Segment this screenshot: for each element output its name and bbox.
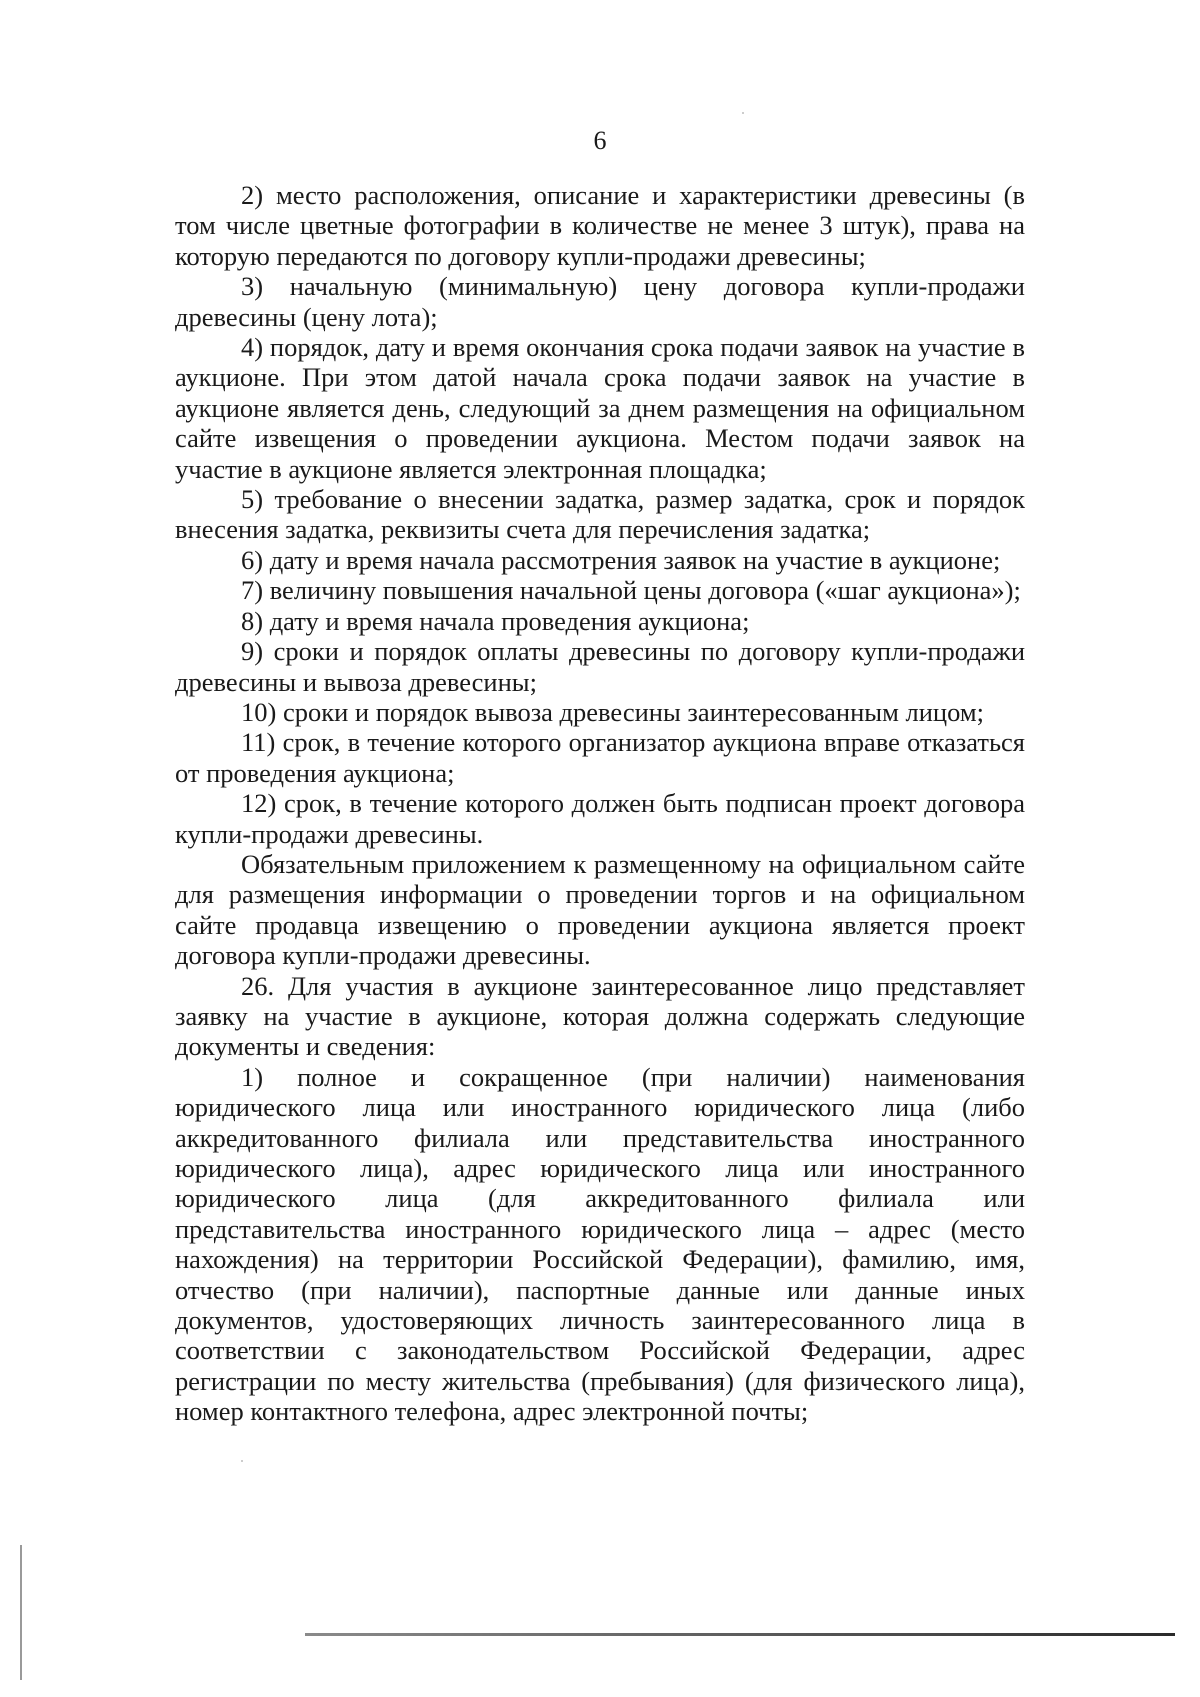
paragraph-mandatory-attachment: Обязательным приложением к размещенному на официальном сайте для размещения информации о проведении торгов и на официальном сайте продавца извещению о проведении аукциона является проект договора купли-продажи древесины.	[175, 848, 1025, 971]
document-body	[175, 180, 1025, 1427]
scan-edge-mark-bottom	[305, 1633, 1175, 1636]
scan-speck	[742, 112, 744, 114]
scan-speck	[241, 1460, 243, 1462]
page-number: 6	[593, 126, 607, 155]
paragraph-item-5-deposit: 5) требование о внесении задатка, размер задатка, срок и порядок внесения задатка, реквизиты счета для перечисления задатка;	[175, 484, 1025, 545]
paragraph-item-3-initial-price: 3) начальную (минимальную) цену договора купли-продажи древесины (цену лота);	[175, 271, 1025, 332]
paragraph-item-9-payment-terms: 9) сроки и порядок оплаты древесины по договору купли-продажи древесины и вывоза древесины;	[175, 636, 1025, 697]
paragraph-item-6-review-start: 6) дату и время начала рассмотрения заявок на участие в аукционе;	[241, 544, 1001, 575]
paragraph-item-4-application-deadline: 4) порядок, дату и время окончания срока подачи заявок на участие в аукционе. При этом датой начала срока подачи заявок на участие в аукционе является день, следующий за днем размещения на официальном сайте извещения о проведении аукциона. Местом подачи заявок на участие в аукционе является электронная площадка;	[175, 332, 1025, 484]
paragraph-item-8-auction-start: 8) дату и время начала проведения аукциона;	[241, 605, 750, 636]
paragraph-clause-26-item-1: 1) полное и сокращенное (при наличии) наименования юридического лица или иностранного юридического лица (либо аккредитованного филиала или представительства иностранного юридического лица), адрес юридического лица или иностранного юридического лица (для аккредитованного филиала или представительства иностранного юридического лица – адрес (место нахождения) на территории Российской Федерации), фамилию, имя, отчество (при наличии), паспортные данные или данные иных документов, удостоверяющих личность заинтересованного лица в соответствии с законодательством Российской Федерации, адрес регистрации по месту жительства (пребывания) (для физического лица), номер контактного телефона, адрес электронной почты;	[175, 1061, 1025, 1427]
paragraph-clause-26: 26. Для участия в аукционе заинтересованное лицо представляет заявку на участие в аукционе, которая должна содержать следующие документы и сведения:	[175, 970, 1025, 1062]
paragraph-item-11-cancellation-term: 11) срок, в течение которого организатор аукциона вправе отказаться от проведения аукциона;	[175, 727, 1025, 788]
paragraph-item-2-lot-location: 2) место расположения, описание и характеристики древесины (в том числе цветные фотографии в количестве не менее 3 штук), права на которую передаются по договору купли-продажи древесины;	[175, 180, 1025, 271]
scan-edge-mark-left	[20, 1545, 22, 1680]
paragraph-item-10-removal-terms: 10) сроки и порядок вывоза древесины заинтересованным лицом;	[241, 696, 984, 727]
paragraph-item-12-signing-term: 12) срок, в течение которого должен быть подписан проект договора купли-продажи древесины.	[175, 788, 1025, 849]
paragraph-item-7-auction-step: 7) величину повышения начальной цены договора («шаг аукциона»);	[241, 575, 1021, 606]
